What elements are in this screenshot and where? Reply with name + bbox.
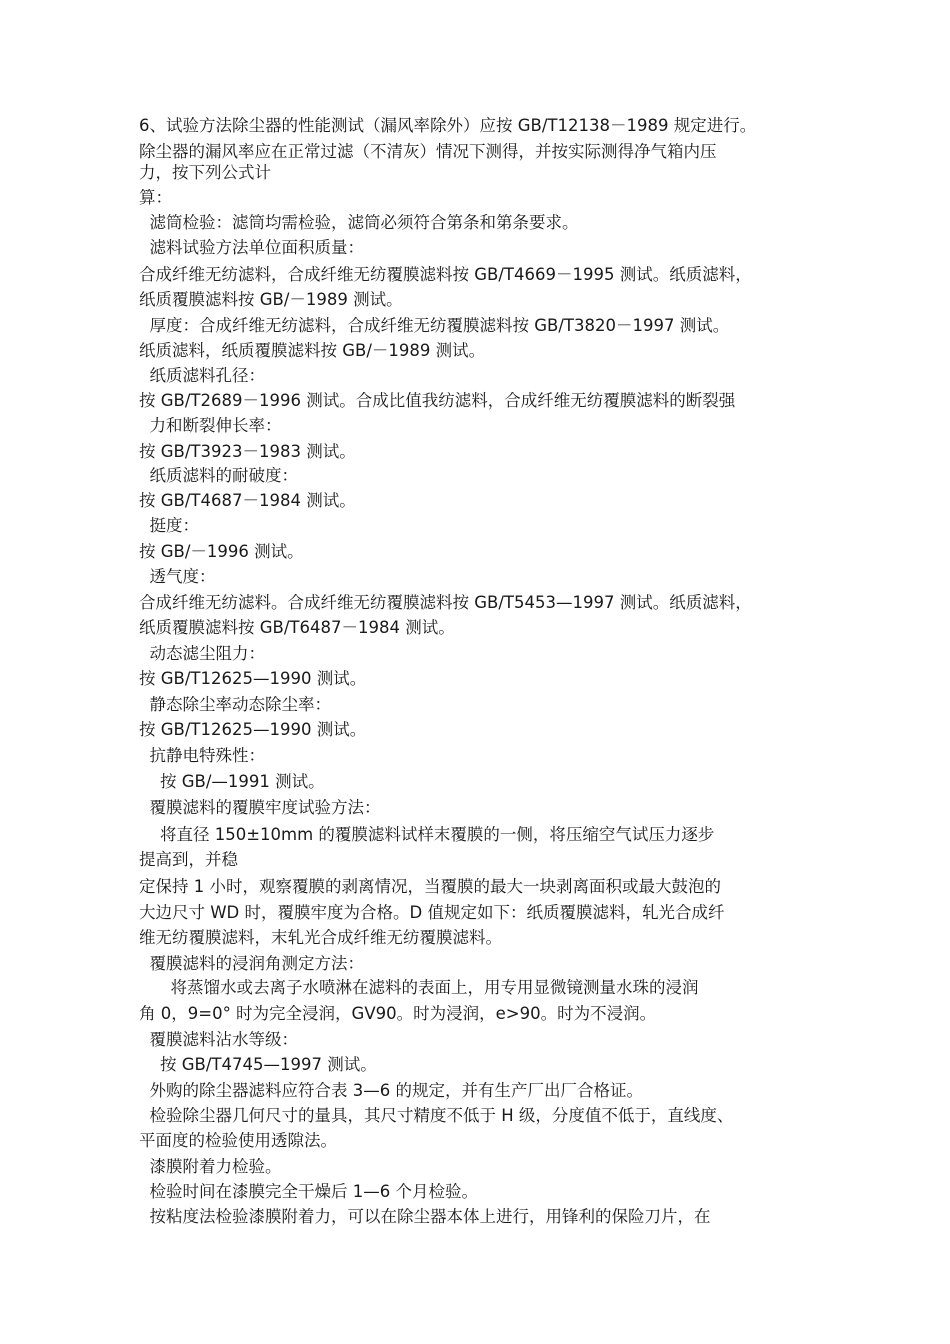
text-line: 按 GB/－1996 测试。 [139,542,304,561]
text-line: 将蒸馏水或去离子水喷淋在滤料的表面上，用专用显微镜测量水珠的浸润 [139,978,699,997]
text-line: 检验除尘器几何尺寸的量具，其尺寸精度不低于 H 级，分度值不低于，直线度、 [139,1106,734,1125]
text-line: 抗静电特殊性： [139,746,265,765]
text-line: 合成纤维无纺滤料，合成纤维无纺覆膜滤料按 GB/T4669－1995 测试。纸质滤料， [139,265,752,284]
text-line: 纸质滤料孔径： [139,366,265,385]
text-line: 按 GB/T2689－1996 测试。合成比值我纺滤料，合成纤维无纺覆膜滤料的断裂强 [139,391,736,410]
text-line: 合成纤维无纺滤料。合成纤维无纺覆膜滤料按 GB/T5453—1997 测试。纸质滤料， [139,593,752,612]
text-line: 覆膜滤料的浸润角测定方法： [139,954,364,973]
text-line: 按粘度法检验漆膜附着力，可以在除尘器本体上进行，用锋利的保险刀片，在 [139,1207,711,1226]
text-line: 按 GB/T4687－1984 测试。 [139,491,356,510]
text-line: 定保持 1 小时，观察覆膜的剥离情况，当覆膜的最大一块剥离面积或最大鼓泡的 [139,877,721,896]
text-line: 除尘器的漏风率应在正常过滤（不清灰）情况下测得，并按实际测得净气箱内压 [139,142,717,161]
text-line: 纸质覆膜滤料按 GB/－1989 测试。 [139,290,403,309]
text-line: 纸质滤料，纸质覆膜滤料按 GB/－1989 测试。 [139,341,486,360]
text-line: 按 GB/T12625—1990 测试。 [139,669,367,688]
text-line: 检验时间在漆膜完全干燥后 1—6 个月检验。 [139,1182,478,1201]
text-line: 外购的除尘器滤料应符合表 3—6 的规定，并有生产厂出厂合格证。 [139,1081,643,1100]
text-line: 按 GB/—1991 测试。 [139,772,325,791]
text-line: 覆膜滤料沾水等级： [139,1030,298,1049]
text-line: 按 GB/T4745—1997 测试。 [139,1055,377,1074]
text-line: 厚度：合成纤维无纺滤料，合成纤维无纺覆膜滤料按 GB/T3820－1997 测试。 [139,316,730,335]
text-line: 按 GB/T3923－1983 测试。 [139,442,356,461]
text-line: 将直径 150±10mm 的覆膜滤料试样末覆膜的一侧，将压缩空气试压力逐步 [139,825,715,844]
text-line: 力，按下列公式计 [139,163,271,182]
text-line: 动态滤尘阻力： [139,644,265,663]
text-line: 纸质滤料的耐破度： [139,466,298,485]
text-line: 纸质覆膜滤料按 GB/T6487－1984 测试。 [139,618,455,637]
text-line: 算： [139,188,172,207]
text-line: 覆膜滤料的覆膜牢度试验方法： [139,798,381,817]
text-line: 维无纺覆膜滤料，末轧光合成纤维无纺覆膜滤料。 [139,928,502,947]
text-line: 静态除尘率动态除尘率： [139,695,331,714]
text-line: 挺度： [139,516,199,535]
text-line: 按 GB/T12625—1990 测试。 [139,720,367,739]
text-line: 平面度的检验使用透隙法。 [139,1131,337,1150]
text-line: 提高到，并稳 [139,850,238,869]
text-line: 滤筒检验：滤筒均需检验，滤筒必须符合第条和第条要求。 [139,213,579,232]
text-line: 透气度： [139,567,216,586]
text-line: 6、试验方法除尘器的性能测试（漏风率除外）应按 GB/T12138－1989 规定进行。 [139,116,757,135]
text-line: 大边尺寸 WD 时，覆膜牢度为合格。D 值规定如下：纸质覆膜滤料，轧光合成纤 [139,903,725,922]
text-line: 力和断裂伸长率： [139,416,282,435]
text-line: 角 0，9=0° 时为完全浸润，GV90。时为浸润，e>90。时为不浸润。 [139,1004,657,1023]
text-line: 滤料试验方法单位面积质量： [139,238,364,257]
text-line: 漆膜附着力检验。 [139,1157,282,1176]
